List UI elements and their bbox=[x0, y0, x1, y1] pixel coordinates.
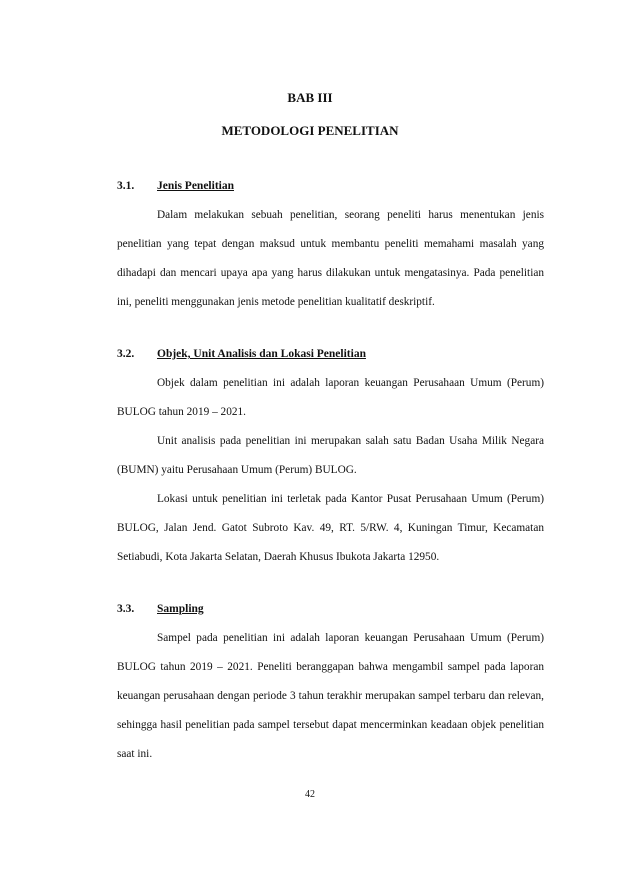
section-heading-3-1 bbox=[117, 180, 234, 192]
section-title: Jenis Penelitian bbox=[157, 180, 234, 192]
chapter-number: BAB III bbox=[287, 90, 333, 105]
section-heading-3-2 bbox=[117, 348, 366, 360]
paragraph-3-2-2: Unit analisis pada penelitian ini merupakan salah satu Badan Usaha Milik Negara (BUMN) yaitu Perusahaan Umum (Perum) BULOG. bbox=[117, 435, 544, 476]
section-number: 3.3. bbox=[117, 603, 135, 615]
chapter-title: METODOLOGI PENELITIAN bbox=[221, 123, 399, 138]
paragraph-3-3-1: Sampel pada penelitian ini adalah laporan keuangan Perusahaan Umum (Perum) BULOG tahun 2019 – 2021. Peneliti beranggapan bahwa mengambil sampel pada laporan keuangan perusahaan dengan periode 3 tahun terakhir merupakan sampel terbaru dan relevan, sehingga hasil penelitian pada sampel tersebut dapat mencerminkan keadaan objek penelitian saat ini. bbox=[117, 632, 544, 760]
section-heading-3-3 bbox=[117, 603, 204, 615]
section-title: Objek, Unit Analisis dan Lokasi Penelitian bbox=[157, 348, 366, 360]
paragraph-3-2-1: Objek dalam penelitian ini adalah laporan keuangan Perusahaan Umum (Perum) BULOG tahun 2019 – 2021. bbox=[117, 377, 544, 418]
section-number: 3.1. bbox=[117, 180, 135, 192]
paragraph-3-2-3: Lokasi untuk penelitian ini terletak pada Kantor Pusat Perusahaan Umum (Perum) BULOG, Jalan Jend. Gatot Subroto Kav. 49, RT. 5/RW. 4, Kuningan Timur, Kecamatan Setiabudi, Kota Jakarta Selatan, Daerah Khusus Ibukota Jakarta 12950. bbox=[117, 493, 544, 563]
section-number: 3.2. bbox=[117, 348, 135, 360]
paragraph-3-1-1: Dalam melakukan sebuah penelitian, seorang peneliti harus menentukan jenis penelitian yang tepat dengan maksud untuk membantu peneliti memahami masalah yang dihadapi dan mencari upaya apa yang harus dilakukan untuk mengatasinya. Pada penelitian ini, peneliti menggunakan jenis metode penelitian kualitatif deskriptif. bbox=[117, 209, 544, 308]
section-title: Sampling bbox=[157, 603, 204, 615]
page-number: 42 bbox=[305, 789, 315, 800]
